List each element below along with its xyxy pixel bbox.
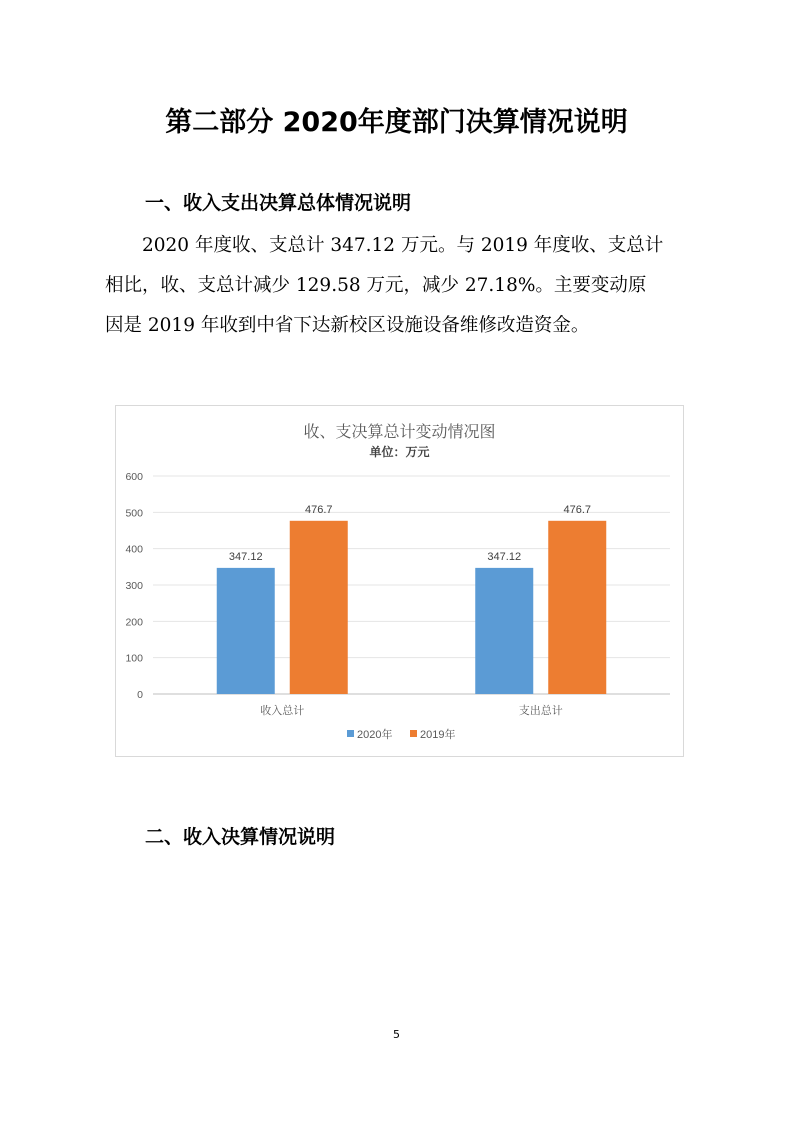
bar [290,521,348,694]
chart-canvas [116,406,683,756]
paragraph-line: 2020 年度收、支总计 347.12 万元。与 2019 年度收、支总计 [142,235,664,256]
y-tick-label: 600 [125,471,143,483]
x-tick-label: 支出总计 [518,705,563,717]
x-tick-label: 收入总计 [260,705,305,717]
section2-heading: 二、收入决算情况说明 [145,826,336,848]
y-tick-label: 500 [125,507,143,520]
y-tick-label: 100 [125,652,143,665]
page-title: 第二部分 2020年度部门决算情况说明 [165,107,628,138]
section1-paragraph [105,226,695,346]
legend-swatch [410,730,417,737]
legend-label: 2019年 [420,729,456,741]
y-tick-label: 400 [125,543,143,556]
page-number: 5 [393,1028,400,1041]
y-tick-label: 0 [137,689,143,701]
legend-swatch [347,730,354,737]
chart-title: 收、支决算总计变动情况图 [303,424,496,441]
paragraph-line: 相比，收、支总计减少 129.58 万元，减少 27.18%。主要变动原 [105,275,647,296]
y-tick-label: 200 [125,616,143,629]
data-label: 476.7 [304,503,333,516]
chart-subtitle: 单位：万元 [369,445,430,459]
section1-heading: 一、收入支出决算总体情况说明 [145,192,412,214]
y-tick-label: 300 [125,580,143,592]
bar [217,568,275,694]
paragraph-line: 因是 2019 年收到中省下达新校区设施设备维修改造资金。 [105,315,590,336]
data-label: 476.7 [563,503,592,516]
bar-chart [115,405,684,757]
legend-label: 2020年 [357,729,393,741]
bar [475,568,533,694]
data-label: 347.12 [228,550,263,563]
bar [548,521,606,694]
data-label: 347.12 [487,550,522,563]
